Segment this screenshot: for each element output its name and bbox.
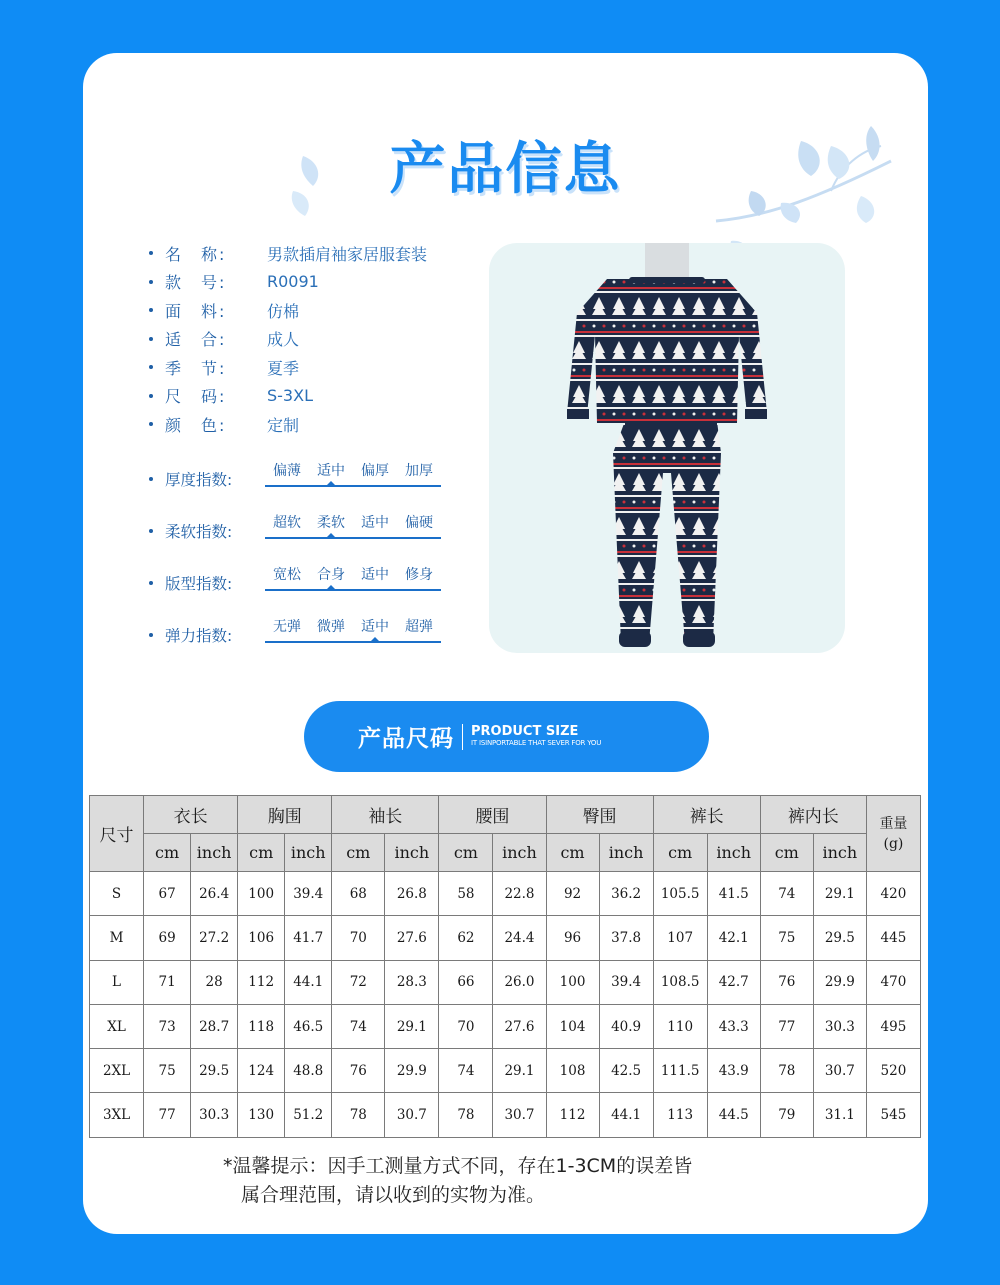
info-value: 成人	[267, 330, 300, 350]
measure-cell: 46.5	[285, 1004, 332, 1048]
bullet-dot	[149, 308, 153, 312]
size-cell: 3XL	[90, 1093, 144, 1137]
measure-cell: 30.7	[385, 1093, 439, 1137]
group-header: 胸围	[238, 796, 332, 834]
measure-cell: 37.8	[599, 916, 653, 960]
measure-cell: 29.5	[813, 916, 866, 960]
measure-cell: 27.6	[493, 1004, 546, 1048]
scale-bar	[265, 641, 441, 643]
size-section-title: 产品尺码	[358, 726, 454, 752]
group-header: 臀围	[546, 796, 653, 834]
unit-header: inch	[285, 834, 332, 872]
measure-cell: 39.4	[285, 872, 332, 916]
measure-cell: 27.2	[191, 916, 238, 960]
scale-bar	[265, 589, 441, 591]
measure-cell: 22.8	[493, 872, 546, 916]
scale-label	[149, 572, 265, 594]
table-row	[90, 1093, 921, 1137]
measure-cell: 30.3	[191, 1093, 238, 1137]
size-section-title-en: PRODUCT SIZE	[471, 724, 579, 739]
info-value: R0091	[267, 272, 319, 292]
measure-cell: 104	[546, 1004, 599, 1048]
unit-header: inch	[707, 834, 760, 872]
measure-cell: 78	[332, 1093, 385, 1137]
weight-label: 重量	[879, 815, 908, 832]
size-section-header	[304, 701, 709, 772]
measure-cell: 40.9	[599, 1004, 653, 1048]
size-cell: S	[90, 872, 144, 916]
measure-cell: 29.9	[385, 1049, 439, 1093]
index-scales	[149, 460, 441, 668]
scale-option: 修身	[405, 567, 433, 583]
measure-cell: 111.5	[653, 1049, 707, 1093]
measure-cell: 28.7	[191, 1004, 238, 1048]
weight-cell: 495	[866, 1004, 920, 1048]
info-row-size	[149, 382, 427, 411]
measure-cell: 29.9	[813, 960, 866, 1004]
measure-cell: 29.1	[385, 1004, 439, 1048]
page-title: 产品信息	[389, 137, 622, 202]
note-line-2: 属合理范围，请以收到的实物为准。	[241, 1184, 546, 1206]
measure-cell: 66	[439, 960, 493, 1004]
size-section-subtitle-en: IT ISINPORTABLE THAT SEVER FOR YOU	[471, 739, 602, 747]
bullet-dot	[149, 633, 153, 637]
measure-cell: 73	[144, 1004, 191, 1048]
measure-cell: 112	[238, 960, 285, 1004]
size-cell: M	[90, 916, 144, 960]
size-section-en	[471, 725, 601, 748]
unit-header: cm	[144, 834, 191, 872]
info-value: 夏季	[267, 358, 300, 378]
unit-header: inch	[599, 834, 653, 872]
scale-label	[149, 468, 265, 490]
measure-cell: 30.3	[813, 1004, 866, 1048]
measure-cell: 26.8	[385, 872, 439, 916]
group-header: 裤长	[653, 796, 760, 834]
scale-option: 适中	[317, 463, 345, 479]
measure-cell: 96	[546, 916, 599, 960]
scale-option: 偏薄	[273, 463, 301, 479]
measure-cell: 72	[332, 960, 385, 1004]
bullet-dot	[149, 581, 153, 585]
unit-header: cm	[439, 834, 493, 872]
measure-cell: 130	[238, 1093, 285, 1137]
measure-cell: 58	[439, 872, 493, 916]
scale-option: 宽松	[273, 567, 301, 583]
scale-label	[149, 624, 265, 646]
measure-cell: 113	[653, 1093, 707, 1137]
table-row	[90, 1004, 921, 1048]
measure-cell: 24.4	[493, 916, 546, 960]
bullet-dot	[149, 337, 153, 341]
scale-marker-icon	[327, 533, 335, 537]
group-header: 衣长	[144, 796, 238, 834]
measure-cell: 26.4	[191, 872, 238, 916]
scale-label-text: 柔软指数:	[165, 523, 233, 541]
measure-cell: 76	[760, 960, 813, 1004]
unit-header: cm	[546, 834, 599, 872]
group-header: 袖长	[332, 796, 439, 834]
measure-cell: 27.6	[385, 916, 439, 960]
scale-option: 适中	[361, 515, 389, 531]
scale-options	[265, 564, 441, 591]
measure-cell: 79	[760, 1093, 813, 1137]
weight-cell: 420	[866, 872, 920, 916]
measure-cell: 75	[144, 1049, 191, 1093]
scale-label-text: 版型指数:	[165, 575, 233, 593]
unit-header: inch	[385, 834, 439, 872]
info-value: 仿棉	[267, 301, 300, 321]
scale-softness	[149, 512, 441, 564]
measure-cell: 106	[238, 916, 285, 960]
group-header: 腰围	[439, 796, 546, 834]
measure-cell: 92	[546, 872, 599, 916]
info-label: 名 称:	[165, 244, 227, 264]
scale-option: 偏厚	[361, 463, 389, 479]
scale-option: 超软	[273, 515, 301, 531]
info-row-season	[149, 353, 427, 382]
size-cell: 2XL	[90, 1049, 144, 1093]
info-value: 男款插肩袖家居服套装	[267, 244, 428, 264]
info-label: 颜 色:	[165, 415, 227, 435]
measure-cell: 44.1	[599, 1093, 653, 1137]
scale-fit	[149, 564, 441, 616]
info-label: 季 节:	[165, 358, 227, 378]
scale-option: 微弹	[317, 619, 345, 635]
weight-cell: 545	[866, 1093, 920, 1137]
weight-header	[866, 796, 920, 872]
unit-header: cm	[760, 834, 813, 872]
group-header: 裤内长	[760, 796, 866, 834]
table-row	[90, 1049, 921, 1093]
scale-marker-icon	[327, 481, 335, 485]
measure-cell: 71	[144, 960, 191, 1004]
size-table	[89, 795, 921, 1138]
scale-label-text: 厚度指数:	[165, 471, 233, 489]
measure-cell: 69	[144, 916, 191, 960]
info-label: 适 合:	[165, 330, 227, 350]
info-label: 面 料:	[165, 301, 227, 321]
unit-header: inch	[813, 834, 866, 872]
table-row	[90, 960, 921, 1004]
measure-cell: 76	[332, 1049, 385, 1093]
bullet-dot	[149, 422, 153, 426]
measure-cell: 75	[760, 916, 813, 960]
weight-cell: 520	[866, 1049, 920, 1093]
unit-header: cm	[653, 834, 707, 872]
measure-cell: 107	[653, 916, 707, 960]
weight-cell: 470	[866, 960, 920, 1004]
unit-row	[90, 834, 921, 872]
weight-cell: 445	[866, 916, 920, 960]
measure-cell: 43.9	[707, 1049, 760, 1093]
bullet-dot	[149, 529, 153, 533]
measure-cell: 124	[238, 1049, 285, 1093]
scale-option: 加厚	[405, 463, 433, 479]
measure-cell: 68	[332, 872, 385, 916]
scale-bar	[265, 485, 441, 487]
measure-cell: 77	[760, 1004, 813, 1048]
measure-cell: 77	[144, 1093, 191, 1137]
scale-elasticity	[149, 616, 441, 668]
size-header: 尺寸	[90, 796, 144, 872]
scale-option: 合身	[317, 567, 345, 583]
measure-cell: 28	[191, 960, 238, 1004]
info-row-style-no	[149, 268, 427, 297]
measure-cell: 108	[546, 1049, 599, 1093]
info-value: 定制	[267, 415, 300, 435]
measure-cell: 70	[332, 916, 385, 960]
measure-cell: 30.7	[813, 1049, 866, 1093]
unit-header: cm	[238, 834, 285, 872]
measure-cell: 51.2	[285, 1093, 332, 1137]
measure-cell: 29.1	[493, 1049, 546, 1093]
note-line-1: *温馨提示：因手工测量方式不同，存在1-3CM的误差皆	[223, 1155, 693, 1177]
measure-cell: 44.5	[707, 1093, 760, 1137]
bullet-dot	[149, 365, 153, 369]
scale-thickness	[149, 460, 441, 512]
measure-cell: 110	[653, 1004, 707, 1048]
measure-cell: 70	[439, 1004, 493, 1048]
scale-option: 适中	[361, 619, 389, 635]
measure-cell: 62	[439, 916, 493, 960]
info-label: 尺 码:	[165, 387, 227, 407]
measure-cell: 42.7	[707, 960, 760, 1004]
scale-marker-icon	[371, 637, 379, 641]
table-row	[90, 916, 921, 960]
size-cell: XL	[90, 1004, 144, 1048]
unit-header: cm	[332, 834, 385, 872]
measure-cell: 41.5	[707, 872, 760, 916]
measure-cell: 78	[439, 1093, 493, 1137]
scale-label-text: 弹力指数:	[165, 627, 233, 645]
measure-cell: 30.7	[493, 1093, 546, 1137]
info-row-name	[149, 239, 427, 268]
measure-cell: 74	[760, 872, 813, 916]
scale-label	[149, 520, 265, 542]
scale-options	[265, 512, 441, 539]
measure-cell: 26.0	[493, 960, 546, 1004]
size-cell: L	[90, 960, 144, 1004]
measure-cell: 42.5	[599, 1049, 653, 1093]
measure-cell: 108.5	[653, 960, 707, 1004]
scale-option: 无弹	[273, 619, 301, 635]
divider	[462, 724, 463, 750]
measure-cell: 28.3	[385, 960, 439, 1004]
measure-cell: 29.5	[191, 1049, 238, 1093]
measure-cell: 43.3	[707, 1004, 760, 1048]
bullet-dot	[149, 251, 153, 255]
product-photo	[489, 243, 845, 653]
scale-options	[265, 460, 441, 487]
scale-marker-icon	[327, 585, 335, 589]
pajama-set-illustration	[489, 243, 845, 653]
info-row-fabric	[149, 296, 427, 325]
measure-cell: 74	[439, 1049, 493, 1093]
info-label: 款 号:	[165, 273, 227, 293]
scale-option: 适中	[361, 567, 389, 583]
size-table-body	[90, 872, 921, 1138]
measure-cell: 100	[546, 960, 599, 1004]
measure-cell: 105.5	[653, 872, 707, 916]
measure-cell: 42.1	[707, 916, 760, 960]
scale-bar	[265, 537, 441, 539]
measure-cell: 67	[144, 872, 191, 916]
measure-cell: 39.4	[599, 960, 653, 1004]
measure-cell: 36.2	[599, 872, 653, 916]
measure-cell: 44.1	[285, 960, 332, 1004]
table-row	[90, 872, 921, 916]
unit-header: inch	[191, 834, 238, 872]
bullet-dot	[149, 280, 153, 284]
weight-unit: (g)	[883, 835, 904, 852]
measure-cell: 74	[332, 1004, 385, 1048]
measure-cell: 118	[238, 1004, 285, 1048]
unit-header: inch	[493, 834, 546, 872]
scale-option: 偏硬	[405, 515, 433, 531]
bullet-dot	[149, 394, 153, 398]
measure-cell: 112	[546, 1093, 599, 1137]
measure-cell: 48.8	[285, 1049, 332, 1093]
scale-options	[265, 616, 441, 643]
measure-cell: 29.1	[813, 872, 866, 916]
info-value: S-3XL	[267, 386, 313, 406]
measure-cell: 31.1	[813, 1093, 866, 1137]
scale-option: 柔软	[317, 515, 345, 531]
measurement-note	[223, 1152, 692, 1210]
info-row-color	[149, 410, 427, 439]
product-info-list	[149, 239, 427, 439]
measure-cell: 78	[760, 1049, 813, 1093]
info-row-suitable	[149, 325, 427, 354]
bullet-dot	[149, 477, 153, 481]
scale-option: 超弹	[405, 619, 433, 635]
measure-cell: 41.7	[285, 916, 332, 960]
measure-cell: 100	[238, 872, 285, 916]
